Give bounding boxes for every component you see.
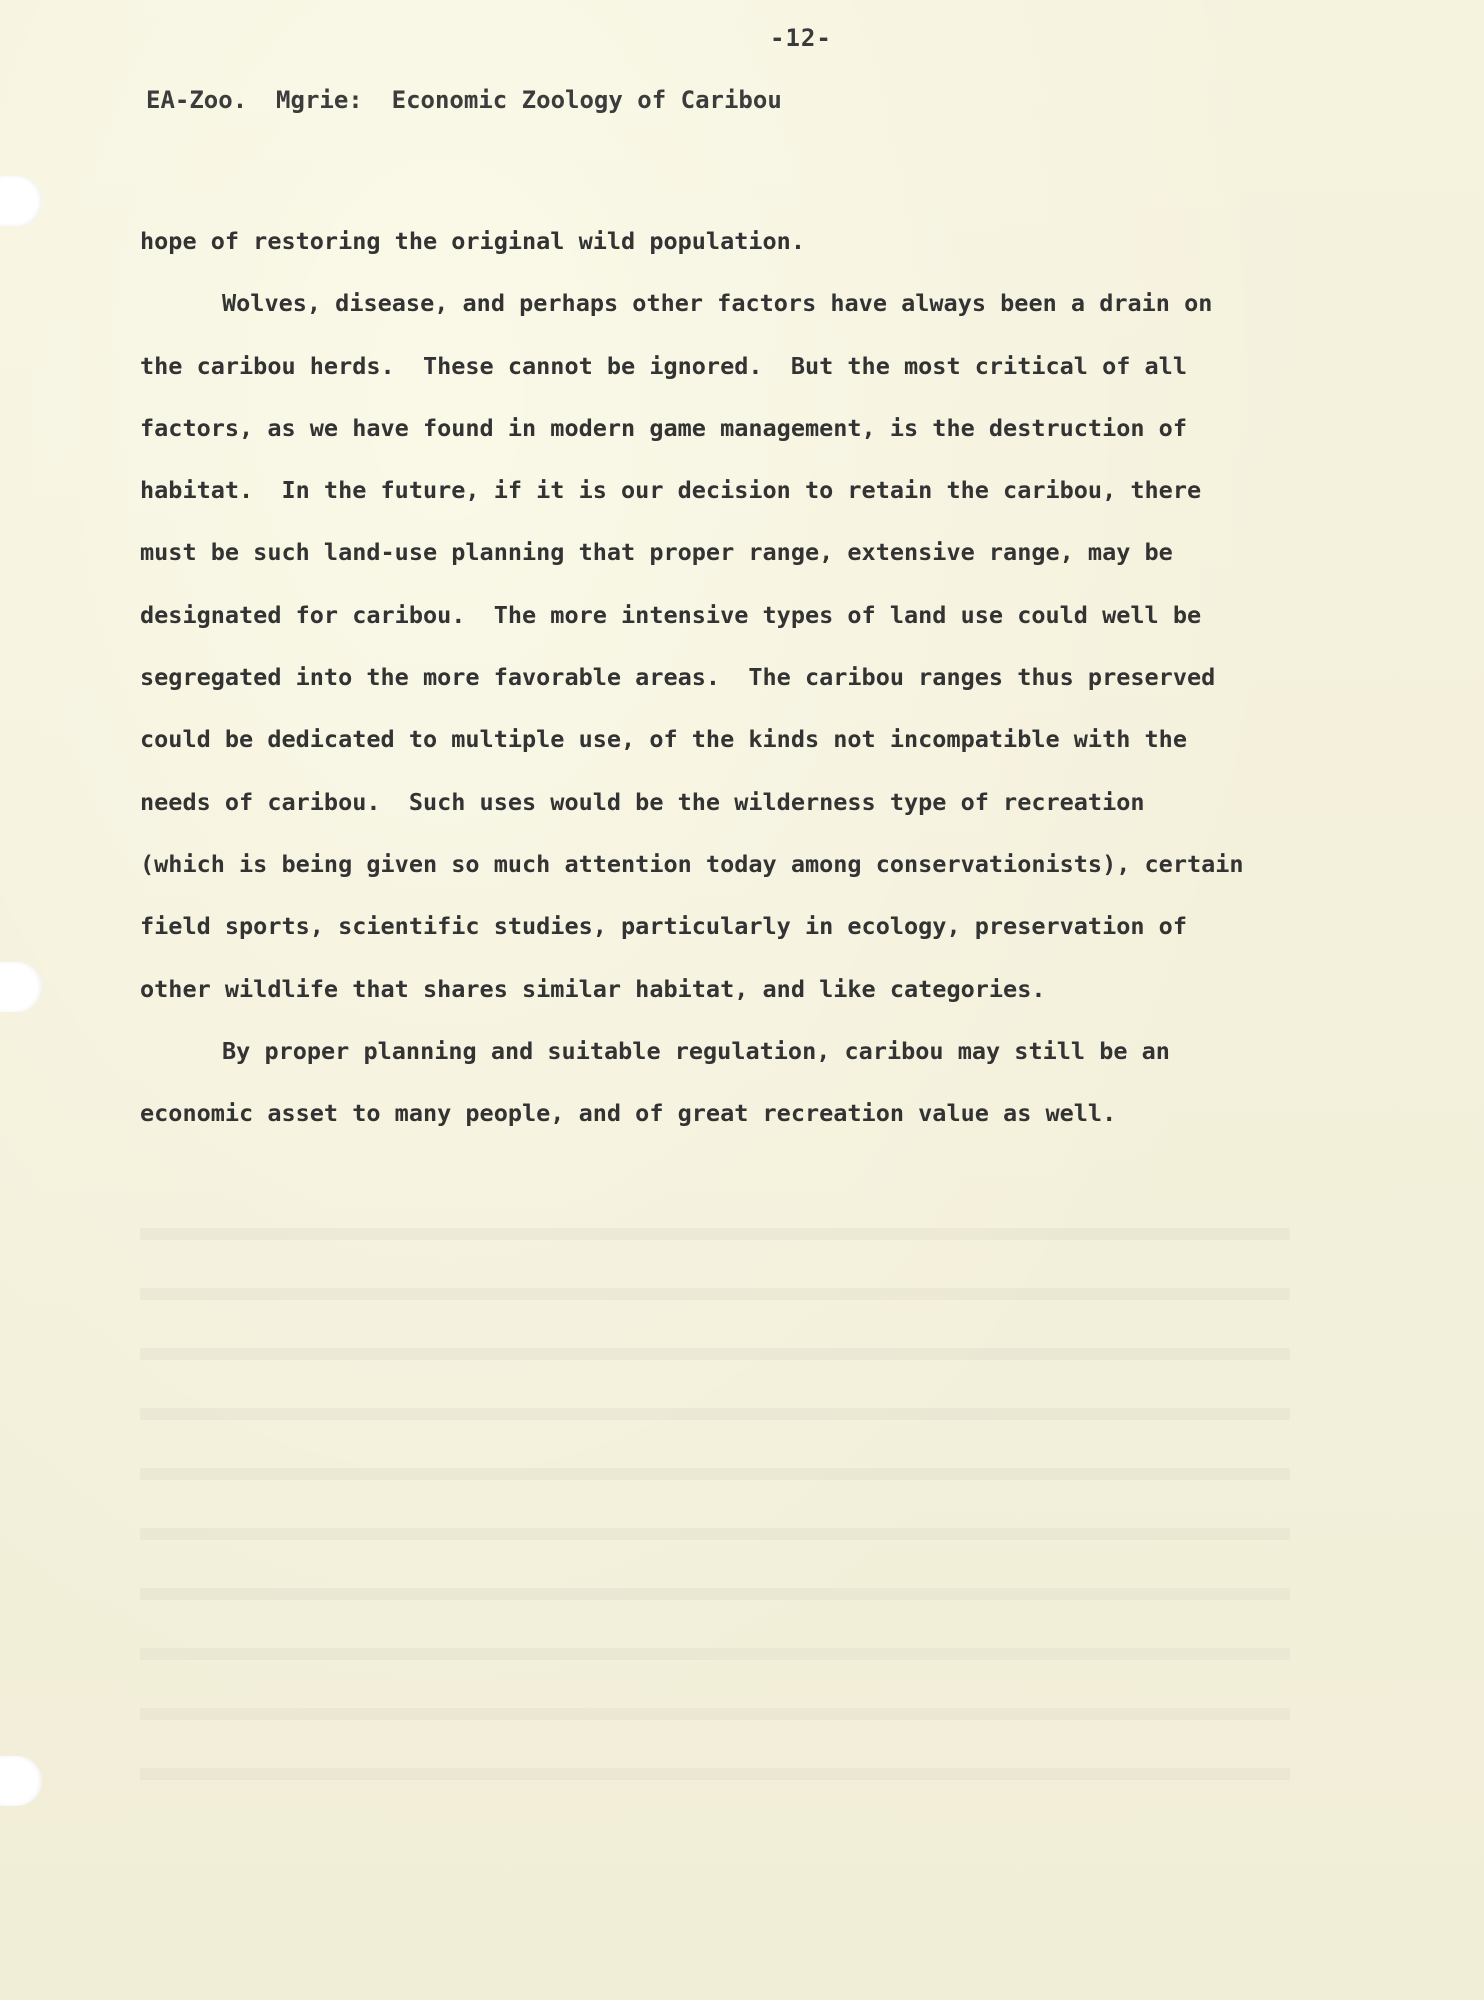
- page-number: -12-: [770, 24, 832, 52]
- running-header: EA-Zoo. Mgrie: Economic Zoology of Caribou: [146, 86, 782, 114]
- punch-hole: [0, 1756, 42, 1806]
- text-line: (which is being given so much attention today among conservationists), certain: [140, 849, 1244, 878]
- text-line: segregated into the more favorable areas. The caribou ranges thus preserved: [140, 663, 1216, 692]
- text-line: needs of caribou. Such uses would be the wilderness type of recreation: [140, 787, 1145, 816]
- text-line: other wildlife that shares similar habitat, and like categories.: [140, 974, 1046, 1003]
- text-line: the caribou herds. These cannot be ignored. But the most critical of all: [140, 351, 1187, 380]
- body-text: [140, 210, 1360, 1144]
- show-through-shadow: [140, 1180, 1290, 1800]
- paragraph-start-line: By proper planning and suitable regulation, caribou may still be an: [222, 1036, 1170, 1065]
- text-line: designated for caribou. The more intensive types of land use could well be: [140, 600, 1202, 629]
- paragraph-start-line: Wolves, disease, and perhaps other factors have always been a drain on: [222, 289, 1213, 318]
- punch-hole: [0, 176, 42, 226]
- text-line: field sports, scientific studies, particularly in ecology, preservation of: [140, 912, 1187, 941]
- text-line: habitat. In the future, if it is our decision to retain the caribou, there: [140, 476, 1202, 505]
- text-line: factors, as we have found in modern game management, is the destruction of: [140, 413, 1187, 442]
- punch-hole: [0, 962, 42, 1012]
- text-line: must be such land-use planning that proper range, extensive range, may be: [140, 538, 1173, 567]
- text-line: hope of restoring the original wild population.: [140, 227, 805, 255]
- text-line: economic asset to many people, and of great recreation value as well.: [140, 1099, 1117, 1128]
- text-line: could be dedicated to multiple use, of the kinds not incompatible with the: [140, 725, 1187, 754]
